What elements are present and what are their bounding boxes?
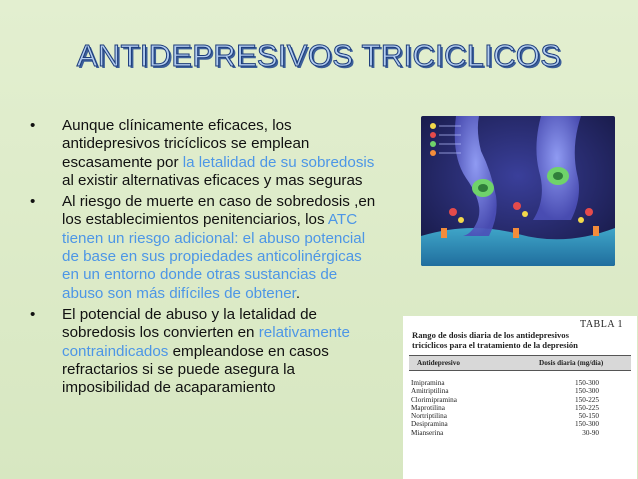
bullet-item xyxy=(30,306,382,397)
table-title-line2: tricíclicos para el tratamiento de la depresión xyxy=(412,340,578,350)
drug-name: Nortriptilina xyxy=(411,412,447,421)
drug-name: Mianserina xyxy=(411,428,444,437)
bullet-item xyxy=(30,193,382,303)
drug-dose: 150-300 xyxy=(575,387,599,396)
bullet-text: Al riesgo de muerte en caso de sobredosis ,en los establecimientos penitenciarios, los xyxy=(62,193,376,229)
highlighted-text: relativamente contraindicados xyxy=(62,324,350,360)
drug-name: Desipramina xyxy=(411,420,448,429)
table-row xyxy=(409,379,631,387)
drug-name: Maprotilina xyxy=(411,403,445,412)
table-body xyxy=(409,379,631,437)
drug-dose: 50-150 xyxy=(578,412,599,421)
highlighted-text: la letalidad de su sobredosis xyxy=(182,153,375,171)
drug-dose: 30-90 xyxy=(582,428,599,437)
dose-table xyxy=(403,316,637,479)
table-row xyxy=(409,396,631,404)
table-header xyxy=(409,355,631,371)
bullet-text: al existir alternativas eficaces y mas seguras xyxy=(62,171,363,189)
drug-name: Amitriptilina xyxy=(411,387,449,396)
table-header-drug: Antidepresivo xyxy=(417,359,460,367)
drug-dose: 150-300 xyxy=(575,420,599,429)
drug-dose: 150-225 xyxy=(575,403,599,412)
table-row xyxy=(409,429,631,437)
highlighted-text: ATC tienen un riesgo adicional: el abuso potencial de base en sus propiedades anticolinérgicas en un entorno donde otras sustancias de abuso son más difíciles de obtener xyxy=(62,211,366,302)
bullet-text: empleandose en casos refractarios si se puede asegura la imposibilidad de acaparamiento xyxy=(62,342,329,397)
table-row xyxy=(409,404,631,412)
table-row xyxy=(409,412,631,420)
table-label: TABLA 1 xyxy=(580,319,623,330)
bullet-text: . xyxy=(295,284,301,302)
bullet-list xyxy=(30,117,382,400)
bullet-text: El potencial de abuso y la letalidad de sobredosis los convierten en xyxy=(62,305,317,342)
bullet-dot-icon: • xyxy=(30,193,36,211)
synapse-illustration xyxy=(421,116,615,266)
bullet-item xyxy=(30,117,382,190)
table-header-dose: Dosis diaria (mg/día) xyxy=(539,359,604,367)
drug-dose: 150-300 xyxy=(575,379,599,387)
bullet-dot-icon: • xyxy=(30,305,36,323)
drug-dose: 150-225 xyxy=(575,395,599,404)
table-title-line1: Rango de dosis diaria de los antidepresivos xyxy=(412,330,569,340)
drug-name: Clorimipramina xyxy=(411,395,457,404)
slide-title: ANTIDEPRESIVOS TRICICLICOS xyxy=(76,38,562,73)
bullet-dot-icon: • xyxy=(30,117,36,134)
table-row xyxy=(409,387,631,395)
bullet-text: Aunque clínicamente eficaces, los antidepresivos tricíclicos se emplean escasamente por xyxy=(62,117,310,171)
drug-name: Imipramina xyxy=(411,379,445,387)
table-row xyxy=(409,420,631,428)
